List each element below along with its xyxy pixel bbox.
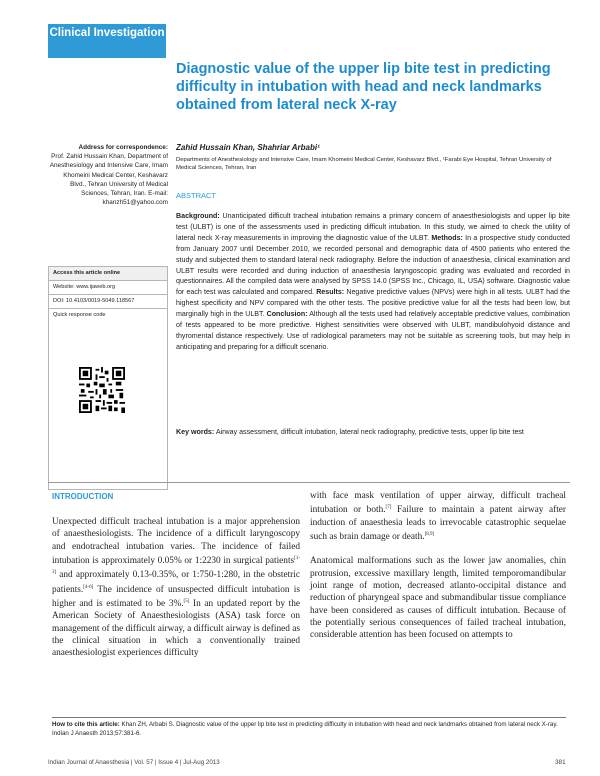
reference-link[interactable]: [7] bbox=[385, 505, 392, 511]
qr-label: Quick response code bbox=[53, 312, 106, 318]
intro-text: with face mask ventilation of upper airway, difficult tracheal intubation or both. bbox=[310, 491, 566, 516]
intro-text: and approximately 0.13-0.35%, or 1:750-1:280, in the obstetric patients. bbox=[52, 570, 300, 595]
results-label: Results: bbox=[316, 288, 345, 297]
background-text: Unanticipated difficult tracheal intubation remains a primary concern of anaesthesiologists and upper lip bite test (ULBT) is one of the assessments used in predicting difficult intubation. In this study, we aimed to check the utility of lateral neck X-ray measurements in improving the diagnostic value of the ULBT. bbox=[176, 212, 570, 242]
affiliation: Departments of Anesthesiology and Intensive Care, Imam Khomeini Medical Center, Keshavarz Blvd., ¹Farabi Eye Hospital, Tehran University of Medical Sciences, Tehran, Iran bbox=[176, 157, 552, 172]
intro-paragraph: Anatomical malformations such as the lower jaw anomalies, chin protrusion, excessive maxillary length, limited temporomandibular joint range of motion, decreased atlanto-occipital distance and reduction of pharyngeal space and submandibular tissue compliance have been considered as causes of difficult intubation. Because of the potentially serious consequences of failed tracheal intubation, considerable attention has been focused on attempts to bbox=[310, 556, 566, 641]
access-article-box bbox=[48, 266, 168, 490]
conclusion-text: Although all the tests used had relatively acceptable predictive values, combination of tests appeared to be more predictive. Highest sensitivities were observed with ULBT, mandibulohyoid distance and thyromental distance respectively. Use of radiological parameters may not be suitable as screening tools, but may help in anticipating and preparing for a difficult scenario. bbox=[176, 310, 571, 351]
abstract-body bbox=[176, 211, 570, 353]
methods-label: Methods: bbox=[431, 233, 463, 242]
keywords bbox=[176, 427, 570, 438]
intro-paragraph bbox=[310, 490, 566, 543]
authors: Zahid Hussain Khan, Shahriar Arbabi¹ bbox=[176, 143, 320, 152]
results-text: Negative predictive values (NPVs) were high in all tests. ULBT had the highest specificity and NPV compared with the other tests. The positive predictive value for all the tests had been low, but marginally high in the ULBT. bbox=[176, 288, 570, 319]
citation-label: How to cite this article: bbox=[52, 721, 120, 728]
correspondence-address bbox=[48, 143, 168, 207]
keywords-label: Key words: bbox=[176, 428, 215, 436]
reference-link[interactable]: [5] bbox=[183, 599, 190, 605]
journal-footer: Indian Journal of Anaesthesia | Vol. 57 | Issue 4 | Jul-Aug 2013 bbox=[48, 759, 220, 766]
citation-box bbox=[52, 717, 566, 739]
abstract-heading: ABSTRACT bbox=[176, 191, 217, 200]
page-number: 381 bbox=[555, 759, 566, 766]
conclusion-label: Conclusion: bbox=[266, 310, 308, 319]
section-divider bbox=[48, 482, 570, 483]
correspondence-body: Prof. Zahid Hussain Khan, Department of Anesthesiology and Intensive Care, Imam Khomeini Medical Center, Keshavarz Blvd., Tehran University of Medical Sciences, Tehran, Iran. E-mail: khanzh51@yahoo.com bbox=[49, 153, 168, 207]
keywords-text: Airway assessment, difficult intubation, lateral neck radiography, predictive tests, upper lip bite test bbox=[214, 428, 524, 436]
introduction-column-1 bbox=[52, 516, 300, 660]
intro-text: Unexpected difficult tracheal intubation is a major apprehension of anaesthesiologists. The incidence of a difficult laryngoscopy and endotracheal intubation varies. The incidence of failed intubation is approximately 0.05% or 1:2230 in surgical patients bbox=[52, 517, 300, 566]
reference-link[interactable]: [8,9] bbox=[424, 531, 435, 537]
introduction-column-2 bbox=[310, 490, 566, 641]
section-tag: Clinical Investigation bbox=[48, 24, 166, 58]
website-link[interactable]: Website: www.ijaweb.org bbox=[49, 281, 167, 295]
methods-text: In a prospective study conducted from January 2007 until December 2010, we recorded personal and demographic data of 4500 patients who entered the study and subjected them to standard lateral neck radiography. Before the induction of anaesthesia, clinical examination and ULBT results were recorded and during induction of anaesthesia laryngoscopic grading was evaluated and recorded in questionnaires. All the compiled data were analysed by SPSS 14.0 (SPSS Inc., Chicago, IL, USA) software. Diagnostic value for each test was calculated and compared. bbox=[176, 233, 570, 297]
access-header: Access this article online bbox=[49, 267, 167, 281]
reference-link[interactable]: [1-3] bbox=[52, 555, 300, 576]
introduction-heading: INTRODUCTION bbox=[52, 492, 114, 501]
article-title: Diagnostic value of the upper lip bite test in predicting difficulty in intubation with head and neck landmarks obtained from lateral neck X-ray bbox=[176, 61, 551, 113]
intro-text: The incidence of unsuspected difficult intubation is higher and is estimated to be 3%. bbox=[52, 584, 300, 610]
doi-link[interactable]: DOI: 10.4103/0019-5049.118567 bbox=[49, 295, 167, 309]
correspondence-label: Address for correspondence: bbox=[78, 144, 168, 151]
intro-text: In an updated report by the American Society of Anaesthesiologists (ASA) task force on management of the difficult airway, a difficult airway is defined as the clinical situation in which a conventionally trained anaesthesiologist experiences difficulty bbox=[52, 599, 301, 659]
reference-link[interactable]: [4-6] bbox=[83, 584, 94, 590]
qr-code-icon bbox=[79, 367, 125, 413]
intro-text: Failure to maintain a patent airway after induction of anaesthesia leads to irrevocable catastrophic sequelae such as brain damage or death. bbox=[310, 505, 566, 543]
citation-text: Khan ZH, Arbabi S. Diagnostic value of the upper lip bite test in predicting difficulty in intubation with head and neck landmarks obtained from lateral neck X-ray. Indian J Anaesth 2013;57:381-6. bbox=[52, 721, 558, 737]
background-label: Background: bbox=[176, 212, 220, 220]
